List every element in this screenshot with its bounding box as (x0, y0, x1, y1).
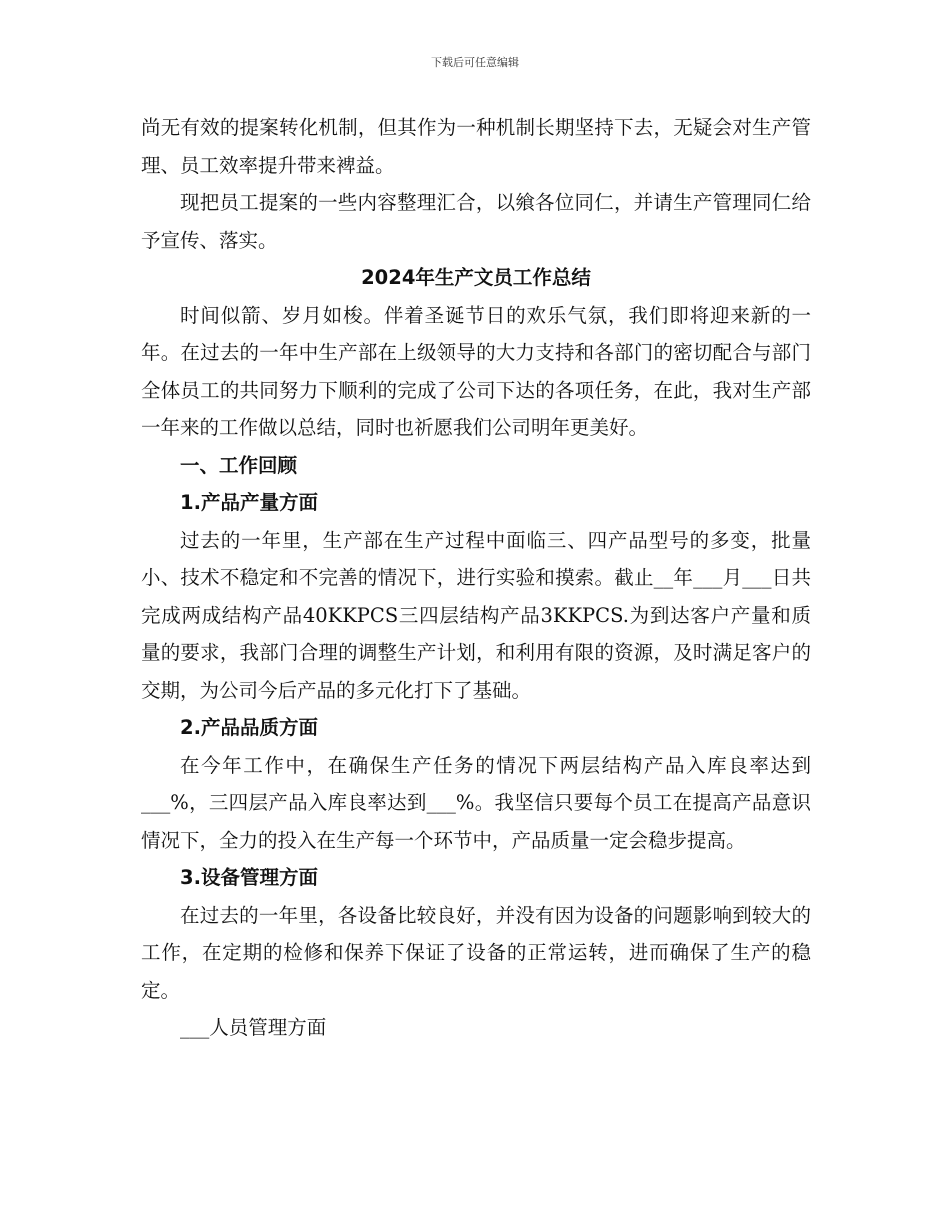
paragraph-output: 过去的一年里，生产部在生产过程中面临三、四产品型号的多变，批量小、技术不稳定和不完善的情况下，进行实验和摸索。截止__年___月___日共完成两成结构产品40KKPCS三四层结构产品3KKPCS.为到达客户产量和质量的要求，我部门合理的调整生产计划，和利用有限的资源，及时满足客户的交期，为公司今后产品的多元化打下了基础。 (141, 528, 811, 702)
subheading-equipment: 3.设备管理方面 (180, 866, 318, 889)
paragraph-compile: 现把员工提案的一些内容整理汇合，以飨各位同仁，并请生产管理同仁给予宣传、落实。 (141, 191, 811, 252)
paragraph-equipment: 在过去的一年里，各设备比较良好，并没有因为设备的问题影响到较大的工作，在定期的检修和保养下保证了设备的正常运转，进而确保了生产的稳定。 (141, 903, 811, 1002)
paragraph-quality: 在今年工作中，在确保生产任务的情况下两层结构产品入库良率达到___%，三四层产品入库良率达到___%。我坚信只要每个员工在提高产品意识情况下，全力的投入在生产每一个环节中，产品质量一定会稳步提高。 (141, 753, 811, 852)
document-body (141, 109, 811, 1047)
section-heading-work-review: 一、工作回顾 (180, 453, 298, 477)
page-header: 下载后可任意编辑 (431, 56, 519, 69)
document-title: 2024年生产文员工作总结 (361, 266, 591, 289)
subheading-quality: 2.产品品质方面 (180, 716, 318, 739)
paragraph-intro: 尚无有效的提案转化机制，但其作为一种机制长期坚持下去，无疑会对生产管理、员工效率提升带来裨益。 (141, 116, 811, 177)
paragraph-personnel: ___人员管理方面 (180, 1016, 327, 1039)
paragraph-opening: 时间似箭、岁月如梭。伴着圣诞节日的欢乐气氛，我们即将迎来新的一年。在过去的一年中生产部在上级领导的大力支持和各部门的密切配合与部门全体员工的共同努力下顺利的完成了公司下达的各项任务，在此，我对生产部一年来的工作做以总结，同时也祈愿我们公司明年更美好。 (141, 303, 811, 439)
subheading-output: 1.产品产量方面 (180, 491, 318, 514)
